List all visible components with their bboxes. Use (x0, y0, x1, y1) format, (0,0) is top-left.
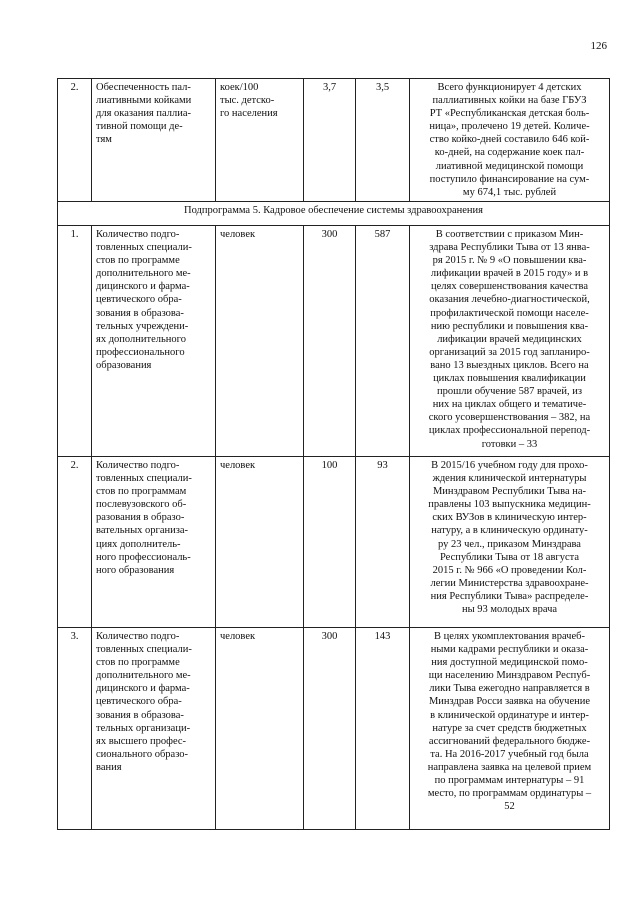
note-cell: Всего функционирует 4 детских паллиативных койки на базе ГБУЗ РТ «Республиканская детская боль- ница», пролечено 19 детей. Количе- ство койко-дней составило 646 кой- ко-дней, на содержание коек пал- лиативной медицинской помощи поступило финансирование на сум- му 674,1 тыс. рублей (410, 79, 610, 202)
section-title: Подпрограмма 5. Кадровое обеспечение системы здравоохранения (58, 202, 610, 226)
plan-value: 3,7 (304, 79, 356, 202)
table-row (58, 457, 610, 628)
unit-cell: человек (216, 457, 304, 628)
row-number: 1. (58, 226, 92, 457)
indicator-name: Количество подго- товленных специали- стов по программе дополнительного ме- дицинского и фарма- цевтического обра- зования в образова- тельных организаци- ях высшего профес- сионального образо- вания (92, 628, 216, 830)
fact-value: 3,5 (356, 79, 410, 202)
note-cell: В 2015/16 учебном году для прохо- ждения клинической интернатуры Минздравом Республики Тыва на- правлены 103 выпускника медицин- ских ВУЗов в клиническую интер- натуру, а в клиническую ординату- ру 23 чел., приказом Минздрава Республики Тыва от 18 августа 2015 г. № 966 «О проведении Кол- легии Министерства здравоохране- ния Республики Тыва» распределе- ны 93 молодых врача (410, 457, 610, 628)
page-number: 126 (590, 40, 607, 52)
unit-cell: человек (216, 226, 304, 457)
note-cell: В целях укомплектования врачеб- ными кадрами республики и оказа- ния доступной медицинской помо- щи населению Минздравом Респуб- лики Тыва ежегодно направляется в Минздрав Росси заявка на обучение в клинической ординатуре и интер- натуре за счет средств бюджетных ассигнований федерального бюдже- та. На 2016-2017 учебный год была направлена заявка на целевой прием по программам интернатуры – 91 место, по программам ординатуры – 52 (410, 628, 610, 830)
unit-cell: человек (216, 628, 304, 830)
indicator-name: Количество подго- товленных специали- стов по программе дополнительного ме- дицинского и фарма- цевтического обра- зования в образова- тельных учреждени- ях дополнительного профессионального образования (92, 226, 216, 457)
fact-value: 587 (356, 226, 410, 457)
plan-value: 100 (304, 457, 356, 628)
fact-value: 93 (356, 457, 410, 628)
indicators-table (57, 78, 610, 830)
row-number: 2. (58, 79, 92, 202)
section-row (58, 202, 610, 226)
note-cell: В соответствии с приказом Мин- здрава Республики Тыва от 13 янва- ря 2015 г. № 9 «О повышении ква- лификации врачей в 2015 году» и в целях совершенствования качества оказания лечебно-диагностической, профилактической помощи населе- нию республики и повышения ква- лификации врачей медицинских организаций за 2015 год запланиро- вано 13 выездных циклов. Всего на циклах повышения квалификации прошли обучение 587 врачей, из них на циклах общего и тематиче- ского усовершенствования – 382, на циклах профессиональной перепод- готовки – 33 (410, 226, 610, 457)
row-number: 3. (58, 628, 92, 830)
indicator-name: Количество подго- товленных специали- стов по программам послевузовского об- разования в образо- вательных организа- циях дополнитель- ного профессиональ- ного образования (92, 457, 216, 628)
unit-cell: коек/100 тыс. детско- го населения (216, 79, 304, 202)
table-row (58, 79, 610, 202)
plan-value: 300 (304, 628, 356, 830)
indicator-name: Обеспеченность пал- лиативными койками для оказания паллиа- тивной помощи де- тям (92, 79, 216, 202)
table-row (58, 226, 610, 457)
table-row (58, 628, 610, 830)
plan-value: 300 (304, 226, 356, 457)
row-number: 2. (58, 457, 92, 628)
fact-value: 143 (356, 628, 410, 830)
